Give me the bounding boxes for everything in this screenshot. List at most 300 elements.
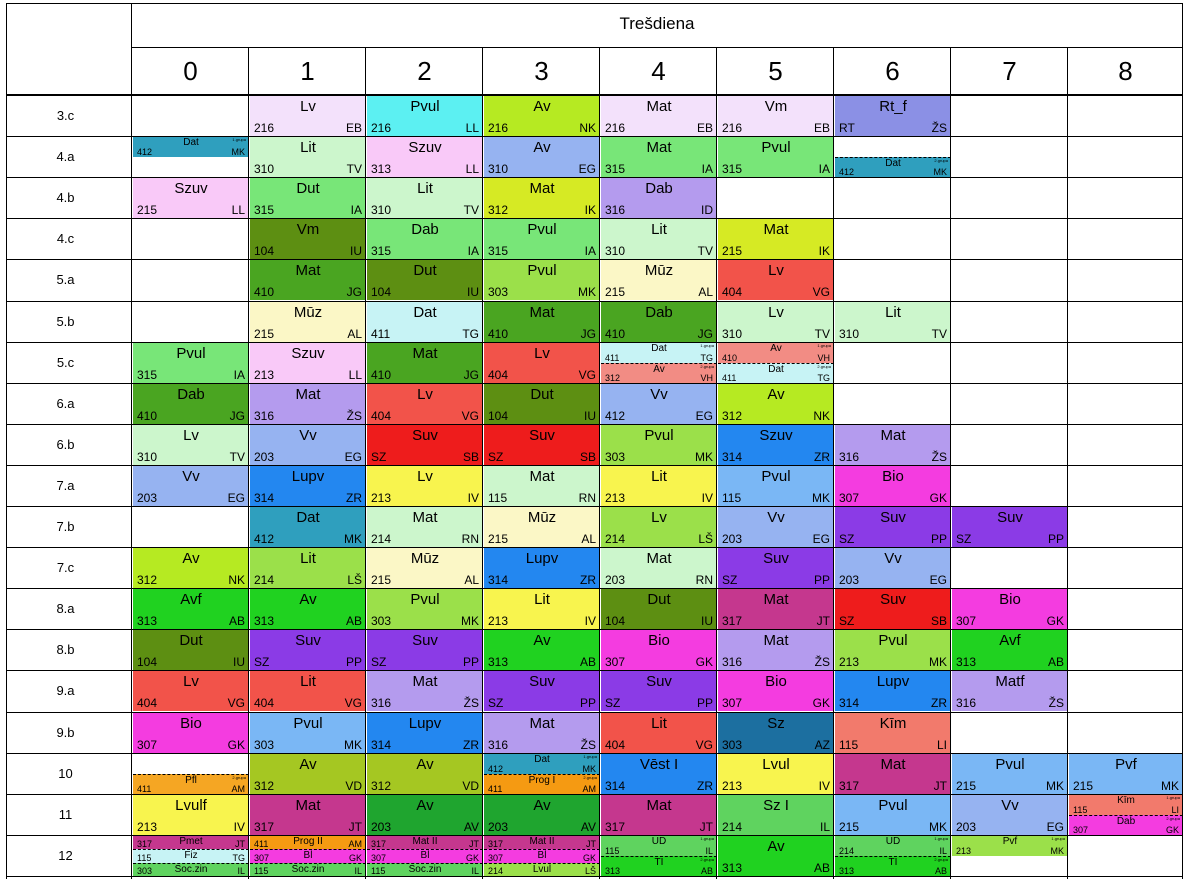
lesson-cell[interactable] [835, 302, 951, 342]
lesson-cell[interactable] [250, 137, 366, 177]
lesson-cell[interactable] [484, 96, 600, 136]
lesson-subject: Suv [412, 426, 438, 444]
lesson-cell[interactable] [601, 671, 717, 711]
lesson-subject: Mat [529, 303, 555, 321]
lesson-teacher: EG [344, 449, 362, 464]
lesson-cell[interactable] [835, 466, 951, 506]
lesson-cell[interactable] [250, 425, 366, 465]
lesson-room: 410 [137, 408, 158, 423]
lesson-cell[interactable] [952, 795, 1068, 835]
lesson-subject: Dut [296, 180, 320, 198]
lesson-room: 215 [371, 573, 392, 588]
lesson-cell[interactable] [133, 671, 249, 711]
lesson-teacher: IA [233, 367, 245, 382]
class-label: 7.a [56, 477, 75, 493]
lesson-subject: TI [888, 856, 898, 868]
lesson-room: 317 [722, 614, 743, 629]
lesson-teacher: AM [231, 783, 245, 794]
lesson-cell[interactable] [250, 863, 366, 876]
lesson-cell[interactable] [250, 343, 366, 383]
lesson-cell[interactable] [718, 343, 834, 363]
lesson-teacher: VG [461, 408, 479, 423]
lesson-teacher: JT [699, 819, 713, 834]
lesson-subject: Mat [529, 180, 555, 198]
grid-line [6, 712, 1183, 713]
lesson-cell[interactable] [484, 589, 600, 629]
lesson-subject: Av [416, 796, 434, 814]
lesson-subject: Bio [999, 591, 1021, 609]
lesson-subject: Dut [647, 591, 671, 609]
lesson-cell[interactable] [250, 507, 366, 547]
lesson-room: 410 [254, 285, 275, 300]
lesson-room: 316 [722, 655, 743, 670]
lesson-teacher: JT [469, 839, 479, 850]
lesson-subject: Lv [768, 262, 784, 280]
lesson-room: 203 [839, 573, 860, 588]
lesson-subject: Mūz [644, 262, 674, 280]
lesson-room: 215 [1073, 778, 1094, 793]
lesson-subject: Dut [179, 632, 203, 650]
lesson-teacher: VH [700, 372, 713, 383]
lesson-teacher: GK [812, 696, 830, 711]
lesson-room: 203 [488, 819, 509, 834]
lesson-cell[interactable] [133, 863, 249, 876]
lesson-cell[interactable] [484, 754, 600, 774]
lesson-subject: Pmet [179, 835, 203, 847]
lesson-cell[interactable] [250, 548, 366, 588]
lesson-subject: Lv [417, 467, 433, 485]
lesson-cell[interactable] [952, 836, 1068, 856]
lesson-subject: Bio [648, 632, 670, 650]
lesson-teacher: MK [812, 490, 830, 505]
lesson-subject: Vv [299, 426, 317, 444]
lesson-cell[interactable] [133, 849, 249, 862]
lesson-room: 303 [137, 865, 153, 876]
lesson-subject: Mat [646, 550, 672, 568]
lesson-group: 2.grupa [700, 363, 714, 369]
lesson-teacher: MK [1161, 778, 1179, 793]
class-label: 5.c [56, 354, 75, 370]
lesson-subject: Av [770, 342, 782, 354]
lesson-room: 312 [254, 778, 275, 793]
lesson-teacher: ZR [580, 573, 596, 588]
lesson-cell[interactable] [835, 713, 951, 753]
lesson-subject: Av [533, 139, 551, 157]
lesson-subject: Sz I [763, 796, 789, 814]
lesson-cell[interactable] [367, 671, 483, 711]
lesson-teacher: PP [1047, 532, 1064, 547]
lesson-subject: Mūz [410, 550, 440, 568]
lesson-cell[interactable] [250, 589, 366, 629]
lesson-group: 1.grupa [817, 342, 831, 348]
lesson-cell[interactable] [367, 137, 483, 177]
lesson-cell[interactable] [952, 507, 1068, 547]
lesson-cell[interactable] [718, 466, 834, 506]
lesson-cell[interactable] [601, 856, 717, 876]
lesson-cell[interactable] [835, 671, 951, 711]
lesson-cell[interactable] [601, 260, 717, 300]
lesson-cell[interactable] [133, 343, 249, 383]
lesson-cell[interactable] [835, 96, 951, 136]
lesson-cell[interactable] [250, 384, 366, 424]
lesson-subject: Dab [1116, 815, 1136, 827]
lesson-subject: Lvul [762, 755, 790, 773]
lesson-subject: Mat [763, 632, 789, 650]
lesson-cell[interactable] [484, 260, 600, 300]
lesson-cell[interactable] [367, 548, 483, 588]
period-header: 0 [183, 55, 198, 86]
lesson-cell[interactable] [718, 219, 834, 259]
lesson-subject: Vv [884, 550, 902, 568]
lesson-cell[interactable] [718, 754, 834, 794]
lesson-cell[interactable] [718, 795, 834, 835]
lesson-subject: Mat [880, 755, 906, 773]
lesson-room: 314 [839, 696, 860, 711]
lesson-teacher: NK [579, 121, 596, 136]
grid-line [6, 3, 1183, 4]
lesson-cell[interactable] [250, 713, 366, 753]
lesson-cell[interactable] [250, 671, 366, 711]
lesson-cell[interactable] [835, 795, 951, 835]
lesson-cell[interactable] [835, 856, 951, 876]
lesson-cell[interactable] [367, 219, 483, 259]
lesson-cell[interactable] [484, 548, 600, 588]
lesson-teacher: TV [346, 162, 362, 177]
lesson-subject: Pvul [410, 98, 440, 115]
lesson-cell[interactable] [367, 630, 483, 670]
lesson-cell[interactable] [484, 302, 600, 342]
lesson-cell[interactable] [484, 178, 600, 218]
lesson-cell[interactable] [718, 425, 834, 465]
lesson-teacher: AB [813, 860, 830, 875]
lesson-room: 104 [137, 655, 158, 670]
lesson-subject: Suv [880, 591, 906, 609]
lesson-cell[interactable] [484, 384, 600, 424]
lesson-cell[interactable] [367, 260, 483, 300]
lesson-cell[interactable] [367, 795, 483, 835]
lesson-room: 310 [371, 203, 392, 218]
lesson-teacher: LL [465, 162, 479, 177]
class-label: 5.b [56, 313, 75, 329]
lesson-cell[interactable] [601, 302, 717, 342]
lesson-teacher: MK [344, 737, 362, 752]
lesson-cell[interactable] [367, 178, 483, 218]
lesson-subject: Vēst I [639, 755, 679, 773]
lesson-teacher: AB [934, 865, 947, 876]
lesson-cell[interactable] [718, 713, 834, 753]
lesson-teacher: PP [930, 532, 947, 547]
lesson-group: 2.grupa [583, 774, 597, 780]
lesson-teacher: VH [817, 352, 830, 363]
lesson-room: 303 [605, 449, 626, 464]
lesson-cell[interactable] [952, 630, 1068, 670]
lesson-subject: Szuv [174, 180, 208, 198]
lesson-room: 410 [605, 326, 626, 341]
lesson-cell[interactable] [367, 343, 483, 383]
lesson-cell[interactable] [367, 863, 483, 876]
lesson-group: 1.grupa [700, 342, 714, 348]
grid-line [482, 47, 483, 879]
lesson-teacher: IU [350, 244, 362, 259]
lesson-cell[interactable] [250, 754, 366, 794]
lesson-cell[interactable] [952, 671, 1068, 711]
lesson-cell[interactable] [367, 589, 483, 629]
lesson-cell[interactable] [835, 836, 951, 856]
lesson-cell[interactable] [835, 589, 951, 629]
lesson-room: 317 [254, 819, 275, 834]
lesson-cell[interactable] [835, 425, 951, 465]
grid-line [950, 47, 951, 879]
lesson-room: 203 [605, 573, 626, 588]
lesson-subject: Lv [183, 673, 199, 691]
lesson-teacher: IA [701, 162, 713, 177]
lesson-cell[interactable] [835, 754, 951, 794]
lesson-cell[interactable] [250, 849, 366, 862]
lesson-cell[interactable] [601, 137, 717, 177]
lesson-cell[interactable] [250, 96, 366, 136]
lesson-subject: Suv [997, 509, 1023, 526]
lesson-cell[interactable] [133, 713, 249, 753]
grid-line [6, 794, 1183, 795]
lesson-cell[interactable] [484, 849, 600, 862]
lesson-cell[interactable] [484, 713, 600, 753]
lesson-cell[interactable] [601, 384, 717, 424]
lesson-cell[interactable] [367, 466, 483, 506]
lesson-teacher: NK [228, 573, 245, 588]
lesson-teacher: JG [697, 326, 713, 341]
lesson-cell[interactable] [133, 836, 249, 849]
lesson-cell[interactable] [601, 178, 717, 218]
lesson-room: 203 [956, 819, 977, 834]
lesson-cell[interactable] [601, 363, 717, 383]
lesson-cell[interactable] [133, 425, 249, 465]
lesson-cell[interactable] [133, 178, 249, 218]
lesson-cell[interactable] [601, 836, 717, 856]
lesson-room: 104 [254, 244, 275, 259]
lesson-room: 412 [605, 408, 626, 423]
lesson-group: 1.grupa [583, 753, 597, 759]
lesson-teacher: LI [936, 737, 947, 752]
lesson-subject: Bl [537, 850, 547, 862]
lesson-cell[interactable] [133, 137, 249, 157]
lesson-room: 404 [488, 367, 509, 382]
lesson-cell[interactable] [484, 466, 600, 506]
lesson-subject: Mat [529, 714, 555, 732]
lesson-cell[interactable] [133, 589, 249, 629]
lesson-cell[interactable] [133, 630, 249, 670]
lesson-cell[interactable] [367, 507, 483, 547]
lesson-cell[interactable] [601, 713, 717, 753]
lesson-cell[interactable] [133, 774, 249, 794]
lesson-teacher: MK [461, 614, 479, 629]
lesson-teacher: EG [227, 490, 245, 505]
lesson-cell[interactable] [367, 384, 483, 424]
lesson-subject: Pvf [1115, 755, 1137, 773]
lesson-cell[interactable] [367, 713, 483, 753]
lesson-cell[interactable] [484, 774, 600, 794]
lesson-cell[interactable] [367, 302, 483, 342]
lesson-cell[interactable] [250, 466, 366, 506]
lesson-subject: Av [767, 837, 785, 855]
lesson-cell[interactable] [601, 630, 717, 670]
lesson-cell[interactable] [367, 425, 483, 465]
lesson-cell[interactable] [718, 384, 834, 424]
lesson-cell[interactable] [601, 425, 717, 465]
lesson-room: 317 [839, 778, 860, 793]
grid-line [6, 177, 1183, 178]
lesson-cell[interactable] [718, 137, 834, 177]
lesson-teacher: VG [695, 737, 713, 752]
lesson-cell[interactable] [835, 507, 951, 547]
lesson-cell[interactable] [250, 178, 366, 218]
lesson-cell[interactable] [250, 219, 366, 259]
grid-line [6, 136, 1183, 137]
lesson-room: 313 [488, 655, 509, 670]
lesson-cell[interactable] [601, 343, 717, 363]
lesson-cell[interactable] [718, 630, 834, 670]
lesson-subject: Sz [767, 714, 785, 732]
lesson-teacher: SB [930, 614, 947, 629]
lesson-cell[interactable] [1069, 815, 1183, 835]
lesson-subject: Lv [183, 426, 199, 444]
lesson-cell[interactable] [133, 548, 249, 588]
lesson-teacher: IV [701, 490, 713, 505]
lesson-cell[interactable] [718, 302, 834, 342]
lesson-cell[interactable] [484, 795, 600, 835]
lesson-cell[interactable] [835, 548, 951, 588]
lesson-teacher: ŽS [463, 696, 479, 711]
lesson-subject: Pfl [185, 774, 197, 786]
lesson-subject: Mat [646, 139, 672, 157]
lesson-cell[interactable] [250, 836, 366, 849]
lesson-room: SZ [488, 696, 504, 711]
lesson-room: 215 [839, 819, 860, 834]
lesson-teacher: AM [348, 839, 362, 850]
lesson-cell[interactable] [601, 219, 717, 259]
lesson-teacher: GK [465, 852, 479, 863]
lesson-cell[interactable] [835, 157, 951, 177]
lesson-teacher: MK [344, 532, 362, 547]
lesson-cell[interactable] [601, 466, 717, 506]
lesson-cell[interactable] [601, 507, 717, 547]
lesson-group: 1.grupa [1166, 794, 1180, 800]
lesson-room: 215 [605, 285, 626, 300]
lesson-cell[interactable] [250, 302, 366, 342]
lesson-room: 404 [722, 285, 743, 300]
lesson-subject: Mat [646, 98, 672, 115]
lesson-cell[interactable] [601, 754, 717, 794]
lesson-room: 115 [1073, 804, 1088, 815]
lesson-cell[interactable] [484, 219, 600, 259]
lesson-room: 404 [137, 696, 158, 711]
lesson-room: 307 [371, 852, 387, 863]
lesson-cell[interactable] [133, 466, 249, 506]
period-header: 4 [651, 55, 666, 86]
grid-line [1067, 47, 1068, 879]
lesson-cell[interactable] [484, 630, 600, 670]
lesson-teacher: ZR [697, 778, 713, 793]
lesson-cell[interactable] [718, 260, 834, 300]
lesson-cell[interactable] [1069, 795, 1183, 815]
lesson-teacher: JT [348, 819, 362, 834]
lesson-teacher: JT [235, 839, 245, 850]
lesson-cell[interactable] [601, 795, 717, 835]
lesson-room: 312 [605, 372, 621, 383]
lesson-cell[interactable] [250, 795, 366, 835]
lesson-cell[interactable] [133, 384, 249, 424]
class-label: 6.a [56, 395, 75, 411]
lesson-cell[interactable] [718, 548, 834, 588]
lesson-cell[interactable] [718, 671, 834, 711]
lesson-teacher: VG [578, 367, 596, 382]
lesson-subject: Lit [300, 550, 316, 568]
lesson-room: 412 [839, 167, 855, 178]
grid-line [365, 47, 366, 879]
lesson-subject: Mat [646, 796, 672, 814]
lesson-subject: Dat [413, 303, 437, 321]
lesson-cell[interactable] [835, 630, 951, 670]
lesson-teacher: GK [582, 852, 596, 863]
lesson-room: 315 [254, 203, 275, 218]
lesson-cell[interactable] [601, 548, 717, 588]
lesson-subject: Av [299, 755, 317, 773]
lesson-teacher: TG [700, 352, 713, 363]
lesson-cell[interactable] [484, 425, 600, 465]
lesson-teacher: VG [344, 696, 362, 711]
grid-line [716, 47, 717, 879]
lesson-cell[interactable] [367, 849, 483, 862]
lesson-cell[interactable] [601, 96, 717, 136]
lesson-group: 2.grupa [1166, 815, 1180, 821]
lesson-teacher: TV [814, 326, 830, 341]
lesson-cell[interactable] [484, 671, 600, 711]
lesson-cell[interactable] [367, 754, 483, 794]
lesson-cell[interactable] [718, 96, 834, 136]
lesson-cell[interactable] [718, 836, 834, 876]
lesson-cell[interactable] [367, 836, 483, 849]
lesson-cell[interactable] [601, 589, 717, 629]
lesson-cell[interactable] [484, 343, 600, 383]
lesson-cell[interactable] [1069, 754, 1183, 794]
lesson-cell[interactable] [484, 836, 600, 849]
lesson-cell[interactable] [484, 863, 600, 876]
lesson-room: SZ [605, 696, 621, 711]
lesson-room: SZ [371, 655, 387, 670]
lesson-cell[interactable] [250, 630, 366, 670]
lesson-cell[interactable] [952, 589, 1068, 629]
lesson-teacher: EG [929, 573, 947, 588]
lesson-room: 115 [371, 865, 386, 876]
lesson-cell[interactable] [952, 754, 1068, 794]
lesson-cell[interactable] [484, 137, 600, 177]
lesson-room: 411 [254, 839, 269, 850]
lesson-subject: Suv [529, 673, 555, 691]
lesson-teacher: EG [1046, 819, 1064, 834]
lesson-subject: Mat [763, 591, 789, 609]
lesson-cell[interactable] [367, 96, 483, 136]
lesson-room: 313 [137, 614, 158, 629]
lesson-cell[interactable] [133, 795, 249, 835]
lesson-cell[interactable] [484, 507, 600, 547]
lesson-cell[interactable] [718, 363, 834, 383]
lesson-cell[interactable] [718, 507, 834, 547]
lesson-room: 317 [371, 839, 387, 850]
lesson-cell[interactable] [718, 589, 834, 629]
lesson-subject: Suv [646, 673, 672, 691]
lesson-cell[interactable] [250, 260, 366, 300]
lesson-teacher: ID [701, 203, 713, 218]
lesson-room: 410 [722, 352, 738, 363]
